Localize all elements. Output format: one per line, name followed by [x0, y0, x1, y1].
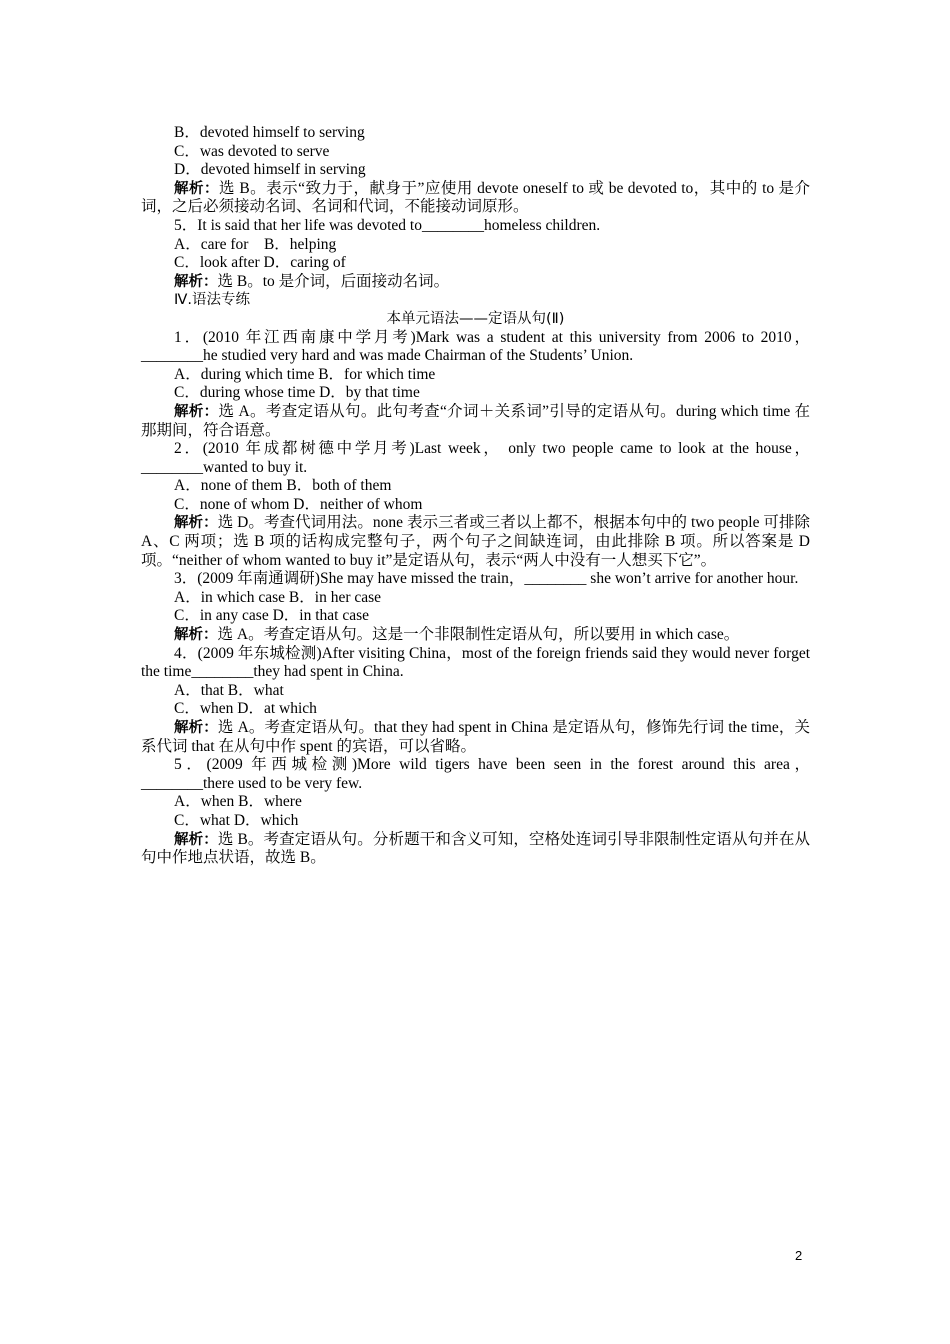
answer-text: 选 B。表示“致力于，献身于”应使用 devote oneself to 或 be devoted to，其中的 to 是介词，之后必须接动名词、名词和代词，不能接动词原形。	[141, 179, 811, 216]
answer-label: 解析：	[174, 515, 218, 532]
option-line: C．look after D．caring of	[174, 254, 346, 272]
answer-explanation	[141, 831, 810, 868]
question-line: 5．(2009 年西城检测)More wild tigers have been seen in the forest around this area，________there used to be very few.	[141, 756, 810, 792]
answer-explanation	[141, 180, 810, 217]
option-line: C．none of whom D．neither of whom	[174, 495, 423, 513]
option-line: A．care for B．helping	[174, 235, 337, 253]
option-line: C．what D．which	[174, 811, 299, 829]
answer-explanation	[141, 626, 810, 645]
grammar-heading: 本单元语法——定语从句(Ⅱ)	[386, 310, 565, 327]
question-line: 2．(2010 年成都树德中学月考)Last week， only two people came to look at the house，________wanted to buy it.	[141, 440, 810, 476]
page-number: 2	[795, 1248, 803, 1263]
answer-explanation	[141, 514, 810, 570]
answer-label: 解析：	[174, 627, 218, 644]
option-line: A．that B．what	[174, 681, 284, 699]
question-line: 5．It is said that her life was devoted to________homeless children.	[174, 216, 601, 234]
question-line: 1．(2010 年江西南康中学月考)Mark was a student at this university from 2006 to 2010，________he studied very hard and was made Chairman of the Students’ Union.	[141, 328, 810, 365]
answer-explanation	[141, 719, 810, 756]
question-line: 4．(2009 年东城检测)After visiting China，most of the foreign friends said they would never forget the time________they had spent in China.	[141, 644, 810, 681]
answer-label: 解析：	[174, 273, 218, 290]
answer-text: 选 B。to 是介词，后面接动名词。	[217, 272, 450, 290]
answer-text: 选 D。考查代词用法。none 表示三者或三者以上都不，根据本句中的 two people 可排除 A、C 两项；选 B 项的话构成完整句子，两个句子之间缺连词，由此排除 B 项。所以答案是 D 项。“neither of whom wanted to buy it”是定语从句，表示“两人中没有一人想买下它”。	[141, 514, 810, 569]
answer-explanation	[141, 273, 810, 292]
answer-text: 选 A。考查定语从句。此句考查“介词＋关系词”引导的定语从句。during which time 在那期间，符合语意。	[141, 402, 810, 439]
option-line: A．none of them B．both of them	[174, 477, 392, 495]
answer-label: 解析：	[174, 403, 219, 420]
option-line: D．devoted himself in serving	[174, 161, 366, 179]
option-line: C．when D．at which	[174, 700, 317, 718]
answer-label: 解析：	[174, 831, 218, 848]
option-line: B．devoted himself to serving	[174, 124, 365, 141]
section-title: Ⅳ.语法专练	[174, 292, 250, 309]
option-line: A．during which time B．for which time	[174, 365, 436, 383]
answer-explanation	[141, 403, 810, 440]
answer-label: 解析：	[174, 720, 218, 736]
page-content	[141, 124, 810, 868]
question-line: 3．(2009 年南通调研)She may have missed the train，________ she won’t arrive for another hour.	[174, 570, 799, 588]
option-line: C．in any case D．in that case	[174, 607, 369, 625]
answer-text: 选 B。考查定语从句。分析题干和含义可知，空格处连词引导非限制性定语从句并在从句中作地点状语，故选 B。	[141, 830, 811, 867]
answer-text: 选 A。考查定语从句。that they had spent in China 是定语从句，修饰先行词 the time，关系代词 that 在从句中作 spent 的宾语，可以省略。	[141, 719, 810, 755]
option-line: C．was devoted to serve	[174, 142, 330, 160]
option-line: A．when B．where	[174, 793, 302, 811]
option-line: A．in which case B．in her case	[174, 588, 382, 606]
option-line: C．during whose time D．by that time	[174, 384, 420, 402]
answer-text: 选 A。考查定语从句。这是一个非限制性定语从句，所以要用 in which case。	[217, 626, 740, 644]
answer-label: 解析：	[174, 180, 219, 197]
